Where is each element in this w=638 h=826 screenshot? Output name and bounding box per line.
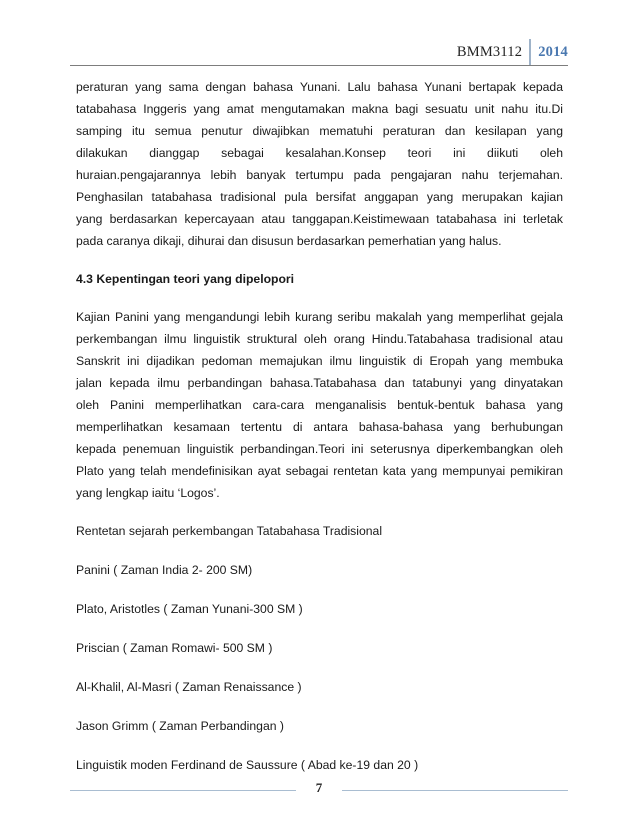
timeline-title: Rentetan sejarah perkembangan Tatabahasa Tradisional: [76, 524, 383, 538]
text-line: kepada penemuan linguistik perbandingan.Teori ini seterusnya diperkembangkan oleh: [76, 442, 563, 456]
text-line: Sanskrit ini dijadikan pedoman memajukan ilmu linguistik di Eropah yang membuka: [76, 354, 563, 368]
footer-rule-left: [70, 790, 296, 791]
footer-rule-right: [342, 790, 568, 791]
timeline-item: Priscian ( Zaman Romawi- 500 SM ): [76, 641, 273, 655]
text-line: dilakukan dianggap sebagai kesalahan.Konsep teori ini diikuti oleh: [76, 146, 563, 160]
timeline-item: Linguistik moden Ferdinand de Saussure ( Abad ke-19 dan 20 ): [76, 758, 419, 772]
text-line: oleh Panini memperlihatkan cara-cara menganalisis bentuk-bentuk bahasa yang: [76, 398, 563, 412]
page-header: [457, 40, 568, 64]
page-number: 7: [315, 780, 323, 795]
timeline-item: Plato, Aristotles ( Zaman Yunani-300 SM ): [76, 602, 303, 616]
text-line: peraturan yang sama dengan bahasa Yunani. Lalu bahasa Yunani bertapak kepada: [76, 80, 563, 94]
text-line: tatabahasa Inggeris yang amat mengutamakan makna bagi sesuatu unit nahu itu.Di: [76, 102, 563, 116]
text-line: perkembangan ilmu linguistik struktural oleh orang Hindu.Tatabahasa tradisional atau: [76, 332, 563, 346]
text-line: Kajian Panini yang mengandungi lebih kurang seribu makalah yang memperlihat gejala: [76, 310, 563, 324]
text-line: Plato yang telah mendefinisikan ayat sebagai rentetan kata yang mempunyai pemikiran: [76, 464, 563, 478]
header-year: 2014: [538, 43, 568, 60]
section-heading: 4.3 Kepentingan teori yang dipelopori: [76, 272, 295, 286]
timeline-item: Panini ( Zaman India 2- 200 SM): [76, 563, 253, 577]
course-code: BMM3112: [456, 43, 523, 60]
text-line: jalan kepada ilmu perbandingan bahasa.Tatabahasa dan tatabunyi yang dinyatakan: [76, 376, 563, 390]
timeline-item: Al-Khalil, Al-Masri ( Zaman Renaissance ): [76, 680, 302, 694]
text-line: memperlihatkan kesamaan tertentu di antara bahasa-bahasa yang berhubungan: [76, 420, 563, 434]
text-line: pada caranya dikaji, dihurai dan disusun berdasarkan pemerhatian yang halus.: [76, 234, 502, 248]
page-body: [76, 76, 563, 793]
text-line: samping itu semua penutur diwajibkan mematuhi peraturan dan kesilapan yang: [76, 124, 563, 138]
text-line: yang lengkap iaitu ‘Logos’.: [76, 486, 220, 500]
body-paragraph: [76, 306, 563, 504]
text-line: huraian.pengajarannya lebih banyak tertumpu pada pengajaran nahu terjemahan.: [76, 168, 563, 182]
header-rule: [70, 65, 568, 66]
timeline-item: Jason Grimm ( Zaman Perbandingan ): [76, 719, 284, 733]
text-line: Penghasilan tatabahasa tradisional pula bersifat anggapan yang merupakan kajian: [76, 190, 563, 204]
intro-paragraph: [76, 76, 563, 252]
text-line: yang berdasarkan kepercayaan atau tanggapan.Keistimewaan tatabahasa ini terletak: [76, 212, 563, 226]
